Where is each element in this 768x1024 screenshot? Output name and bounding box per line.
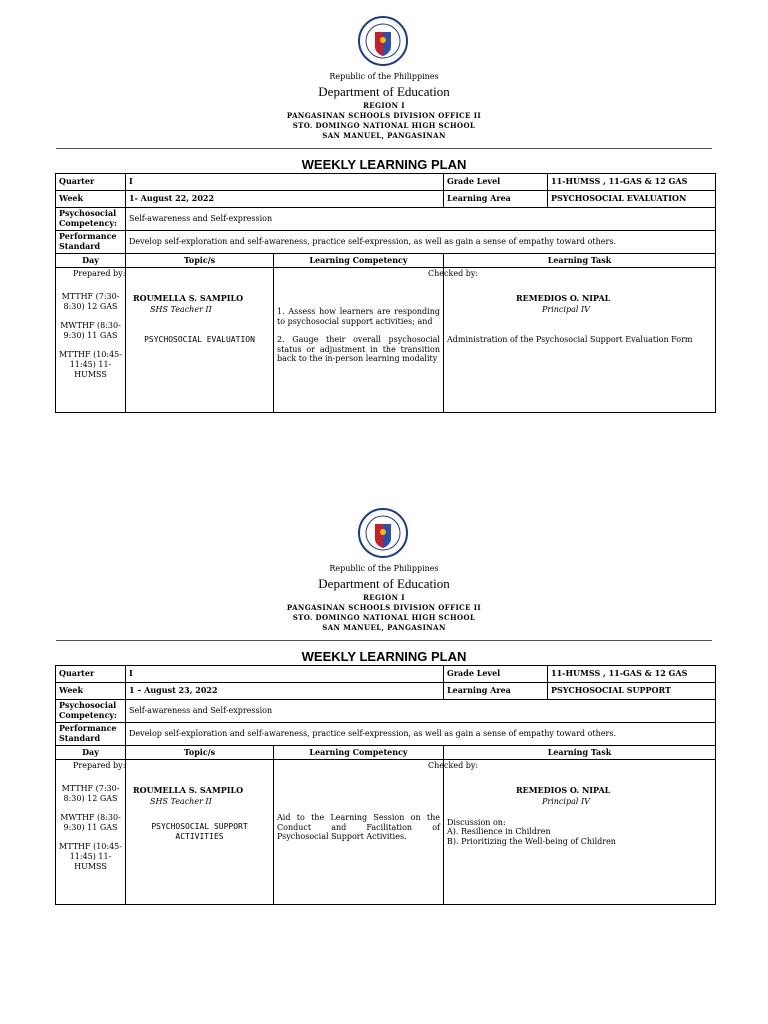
division-line: PANGASINAN SCHOOLS DIVISION OFFICE II: [286, 603, 482, 612]
prepared-name: ROUMELLA S. SAMPILO: [133, 785, 244, 795]
col-topics-header: Topic/s: [126, 746, 274, 760]
address-line: SAN MANUEL, PANGASINAN: [322, 131, 446, 140]
prepared-by-label: Prepared by:: [73, 269, 126, 278]
col-topics-header: Topic/s: [126, 254, 274, 268]
competency-item: 2. Gauge their overall psychosocial status or adjustment in the transition back to the in-person learning modality: [277, 335, 440, 364]
prepared-position: SHS Teacher II: [150, 797, 212, 806]
competency-item: 1. Assess how learners are responding to psychosocial support activities; and: [277, 307, 440, 326]
grade-level-value: 11-HUMSS , 11-GAS & 12 GAS: [548, 174, 716, 191]
day-schedule: MWTHF (8:30-9:30) 11 GAS: [60, 320, 121, 340]
col-task-header: Learning Task: [444, 254, 716, 268]
weekly-plan-2: [0, 508, 768, 1000]
quarter-value: I: [126, 174, 444, 191]
day-schedule: MTTHF (7:30-8:30) 12 GAS: [61, 291, 120, 311]
week-label: Week: [56, 683, 126, 700]
task-item: A). Resilience in Children: [447, 827, 551, 837]
col-competency-header: Learning Competency: [274, 254, 444, 268]
region-line: REGION I: [363, 593, 405, 602]
quarter-label: Quarter: [56, 174, 126, 191]
competency-item: Aid to the Learning Session on the Conduct and Facilitation of Psychosocial Support Activities.: [277, 813, 440, 842]
prepared-name: ROUMELLA S. SAMPILO: [133, 293, 244, 303]
competency-value: Self-awareness and Self-expression: [126, 208, 716, 231]
col-day-header: Day: [56, 746, 126, 760]
topic-cell: PSYCHOSOCIAL EVALUATION: [126, 268, 274, 413]
competency-label: Psychosocial Competency:: [56, 700, 126, 723]
prepared-by-label: Prepared by:: [73, 761, 126, 770]
department-line: Department of Education: [318, 84, 450, 99]
day-schedule: MTTHF (10:45-11:45) 11-HUMSS: [59, 841, 122, 871]
learning-area-value: PSYCHOSOCIAL SUPPORT: [548, 683, 716, 700]
grade-level-value: 11-HUMSS , 11-GAS & 12 GAS: [548, 666, 716, 683]
header-divider: [56, 148, 712, 149]
task-item: Administration of the Psychosocial Support Evaluation Form: [447, 335, 693, 345]
day-schedule: MWTHF (8:30-9:30) 11 GAS: [60, 812, 121, 832]
competency-label: Psychosocial Competency:: [56, 208, 126, 231]
day-cell: [56, 760, 126, 905]
republic-line: Republic of the Philippines: [329, 564, 439, 573]
day-schedule: MTTHF (7:30-8:30) 12 GAS: [61, 783, 120, 803]
standard-label: Performance Standard: [56, 723, 126, 746]
col-competency-header: Learning Competency: [274, 746, 444, 760]
quarter-label: Quarter: [56, 666, 126, 683]
task-item: B). Prioritizing the Well-being of Children: [447, 836, 616, 846]
quarter-value: I: [126, 666, 444, 683]
prepared-position: SHS Teacher II: [150, 305, 212, 314]
task-item: Discussion on:: [447, 817, 506, 827]
deped-seal-icon: [358, 508, 408, 558]
task-cell: [444, 760, 716, 905]
standard-label: Performance Standard: [56, 231, 126, 254]
plan-title: WEEKLY LEARNING PLAN: [301, 649, 467, 664]
competency-value: Self-awareness and Self-expression: [126, 700, 716, 723]
day-cell: [56, 268, 126, 413]
topic-cell: PSYCHOSOCIAL SUPPORT ACTIVITIES: [126, 760, 274, 905]
learning-area-value: PSYCHOSOCIAL EVALUATION: [548, 191, 716, 208]
plan-title: WEEKLY LEARNING PLAN: [301, 157, 467, 172]
republic-line: Republic of the Philippines: [329, 72, 439, 81]
competency-cell: [274, 760, 444, 905]
checked-position: Principal IV: [542, 305, 590, 314]
col-task-header: Learning Task: [444, 746, 716, 760]
checked-name: REMEDIOS O. NIPAL: [516, 293, 611, 303]
school-line: STO. DOMINGO NATIONAL HIGH SCHOOL: [292, 613, 476, 622]
grade-level-label: Grade Level: [444, 666, 548, 683]
week-value: 1 – August 23, 2022: [126, 683, 444, 700]
school-line: STO. DOMINGO NATIONAL HIGH SCHOOL: [292, 121, 476, 130]
standard-value: Develop self-exploration and self-awareness, practice self-expression, as well as gain a sense of empathy toward others.: [126, 723, 716, 746]
competency-cell: [274, 268, 444, 413]
checked-by-label: Checked by:: [428, 269, 479, 278]
task-cell: [444, 268, 716, 413]
learning-area-label: Learning Area: [444, 191, 548, 208]
weekly-plan-1: [0, 16, 768, 508]
region-line: REGION I: [363, 101, 405, 110]
day-schedule: MTTHF (10:45-11:45) 11-HUMSS: [59, 349, 122, 379]
col-day-header: Day: [56, 254, 126, 268]
standard-value: Develop self-exploration and self-awareness, practice self-expression, as well as gain a sense of empathy toward others.: [126, 231, 716, 254]
checked-by-label: Checked by:: [428, 761, 479, 770]
week-label: Week: [56, 191, 126, 208]
week-value: 1- August 22, 2022: [126, 191, 444, 208]
checked-name: REMEDIOS O. NIPAL: [516, 785, 611, 795]
header-divider: [56, 640, 712, 641]
learning-area-label: Learning Area: [444, 683, 548, 700]
division-line: PANGASINAN SCHOOLS DIVISION OFFICE II: [286, 111, 482, 120]
department-line: Department of Education: [318, 576, 450, 591]
checked-position: Principal IV: [542, 797, 590, 806]
grade-level-label: Grade Level: [444, 174, 548, 191]
address-line: SAN MANUEL, PANGASINAN: [322, 623, 446, 632]
deped-seal-icon: [358, 16, 408, 66]
